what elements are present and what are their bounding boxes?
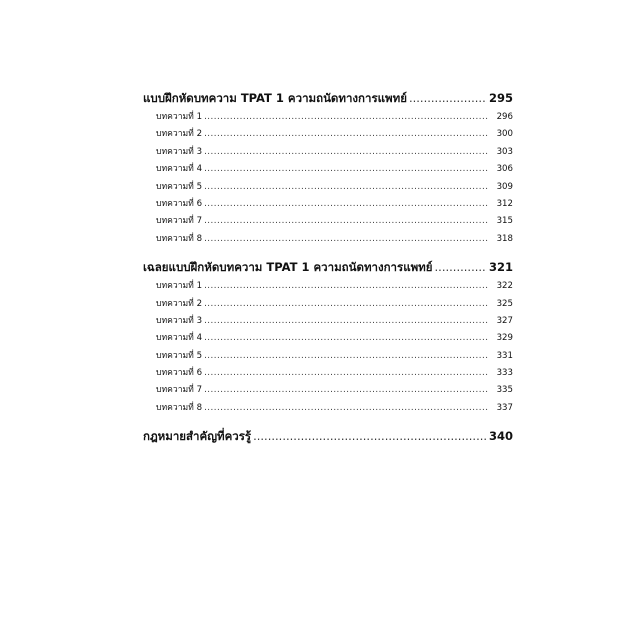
entry-label: บทความที่ 2: [156, 129, 203, 140]
toc-section-heading[interactable]: [143, 428, 513, 447]
toc-section-laws: [143, 428, 513, 447]
dot-leader: [204, 316, 489, 326]
entry-page-number: 327: [496, 315, 513, 326]
toc-entry[interactable]: [143, 144, 513, 161]
dot-leader: [204, 299, 489, 309]
entry-page-number: 337: [496, 402, 513, 413]
toc-entry[interactable]: [143, 365, 513, 382]
dot-leader: [204, 351, 489, 361]
dot-leader: [204, 403, 489, 413]
toc-entry[interactable]: [143, 179, 513, 196]
dot-leader: [204, 368, 489, 378]
entry-page-number: 312: [496, 198, 513, 209]
toc-entry[interactable]: [143, 348, 513, 365]
dot-leader: [204, 182, 489, 192]
toc-entry[interactable]: [143, 313, 513, 330]
section-page-number: 321: [488, 260, 513, 275]
section-title: เฉลยแบบฝึกหัดบทความ TPAT 1 ความถนัดทางการแพทย์: [143, 260, 433, 275]
dot-leader: [204, 129, 489, 139]
entry-page-number: 331: [496, 350, 513, 361]
dot-leader: [204, 164, 489, 174]
dot-leader: [204, 234, 489, 244]
entry-page-number: 296: [496, 112, 513, 122]
toc-entry[interactable]: [143, 196, 513, 213]
entry-page-number: 329: [496, 333, 513, 344]
entry-label: บทความที่ 4: [156, 333, 203, 344]
entry-page-number: 303: [496, 146, 513, 157]
dot-leader: [253, 429, 487, 443]
toc-section-answers: [143, 259, 513, 417]
dot-leader: [204, 199, 489, 209]
toc-entry[interactable]: [143, 126, 513, 143]
entry-page-number: 318: [496, 233, 513, 244]
toc-section-exercises: [143, 90, 513, 248]
dot-leader: [204, 333, 489, 343]
dot-leader: [204, 112, 489, 122]
dot-leader: [204, 385, 489, 395]
entry-label: บทความที่ 1: [156, 281, 203, 292]
section-page-number: 295: [488, 91, 513, 105]
toc-entry[interactable]: [143, 161, 513, 178]
toc-entry[interactable]: [143, 213, 513, 230]
entry-label: บทความที่ 4: [156, 164, 203, 175]
entry-label: บทความที่ 5: [156, 350, 203, 361]
toc-entry[interactable]: [143, 400, 513, 417]
entry-label: บทความที่ 5: [156, 181, 203, 192]
entry-label: บทความที่ 7: [156, 385, 203, 396]
entry-page-number: 315: [496, 216, 513, 227]
entry-label: บทความที่ 7: [156, 216, 203, 227]
entry-label: บทความที่ 3: [156, 146, 203, 157]
toc-entry[interactable]: [143, 382, 513, 399]
toc-entry[interactable]: [143, 330, 513, 347]
entry-page-number: 300: [496, 129, 513, 140]
toc-entry[interactable]: [143, 296, 513, 313]
dot-leader: [204, 216, 489, 226]
entry-label: บทความที่ 6: [156, 368, 203, 379]
dot-leader: [204, 281, 489, 291]
table-of-contents: [143, 90, 513, 447]
entry-label: บทความที่ 6: [156, 198, 203, 209]
toc-entry[interactable]: [143, 231, 513, 248]
section-title: กฎหมายสำคัญที่ควรรู้: [143, 429, 252, 444]
entry-label: บทความที่ 1: [156, 112, 203, 122]
entry-page-number: 309: [496, 181, 513, 192]
entry-page-number: 333: [496, 368, 513, 379]
toc-section-heading[interactable]: [143, 90, 513, 109]
dot-leader: [435, 260, 487, 274]
entry-page-number: 325: [496, 298, 513, 309]
entry-page-number: 322: [496, 281, 513, 292]
entry-label: บทความที่ 8: [156, 233, 203, 244]
toc-entry[interactable]: [143, 278, 513, 295]
dot-leader: [409, 91, 487, 105]
section-title: แบบฝึกหัดบทความ TPAT 1 ความถนัดทางการแพทย์: [143, 91, 407, 105]
entry-label: บทความที่ 2: [156, 298, 203, 309]
toc-entry[interactable]: [143, 109, 513, 126]
entry-page-number: 306: [496, 164, 513, 175]
entry-page-number: 335: [496, 385, 513, 396]
entry-label: บทความที่ 3: [156, 315, 203, 326]
toc-section-heading[interactable]: [143, 259, 513, 278]
dot-leader: [204, 147, 489, 157]
entry-label: บทความที่ 8: [156, 402, 203, 413]
section-page-number: 340: [488, 429, 513, 444]
